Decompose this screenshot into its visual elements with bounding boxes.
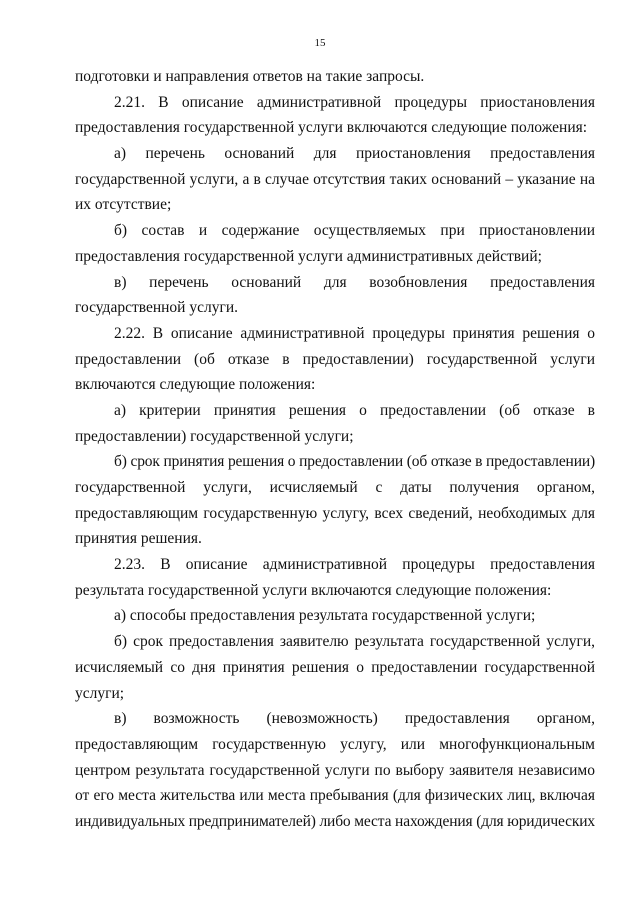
text-line: предоставления государственной услуги административных действий; (75, 247, 542, 265)
text-line: 2.23. В описание административной процедуры предоставления (114, 556, 595, 574)
text-line: 2.21. В описание административной процедуры приостановления (114, 93, 595, 111)
text-line: их отсутствие; (75, 196, 172, 214)
text-line: б) срок предоставления заявителю результата государственной услуги, (114, 633, 595, 651)
text-line: подготовки и направления ответов на такие запросы. (75, 68, 425, 85)
text-line: от его места жительства или места пребывания (для физических лиц, включая (75, 787, 595, 805)
text-line: предоставлении) государственной услуги; (75, 427, 354, 445)
text-line: а) критерии принятия решения о предоставлении (об отказе в (114, 401, 595, 419)
text-line: центром результата государственной услуги по выбору заявителя независимо (75, 761, 595, 779)
text-line: предоставления государственной услуги включаются следующие положения: (75, 119, 588, 137)
text-line: предоставляющим государственную услугу, или многофункциональным (75, 735, 595, 753)
text-line: в) возможность (невозможность) предоставления органом, (114, 710, 595, 728)
text-line: государственной услуги, а в случае отсутствия таких оснований – указание на (75, 170, 595, 188)
text-line: исчисляемый со дня принятия решения о предоставлении государственной (75, 658, 595, 676)
text-line: принятия решения. (75, 530, 202, 548)
text-line: предоставляющим государственную услугу, всех сведений, необходимых для (75, 504, 595, 522)
text-line: результата государственной услуги включаются следующие положения: (75, 581, 552, 599)
text-line: а) перечень оснований для приостановления предоставления (114, 145, 595, 163)
text-line: б) срок принятия решения о предоставлении (об отказе в предоставлении) (114, 453, 595, 471)
text-line: услуги; (75, 684, 125, 702)
document-body (75, 64, 595, 835)
text-line: индивидуальных предпринимателей) либо места нахождения (для юридических (75, 812, 595, 830)
text-line: включаются следующие положения: (75, 376, 316, 394)
text-line: в) перечень оснований для возобновления предоставления (114, 273, 595, 291)
text-line: государственной услуги, исчисляемый с даты получения органом, (75, 479, 595, 496)
page-number: 15 (314, 37, 326, 49)
text-line: государственной услуги. (75, 299, 238, 317)
paragraph-block (75, 64, 595, 835)
text-line: 2.22. В описание административной процедуры принятия решения о (114, 324, 595, 342)
text-line: предоставлении (об отказе в предоставлении) государственной услуги (75, 350, 595, 368)
text-line: б) состав и содержание осуществляемых при приостановлении (114, 222, 595, 240)
text-line: а) способы предоставления результата государственной услуги; (114, 607, 536, 625)
